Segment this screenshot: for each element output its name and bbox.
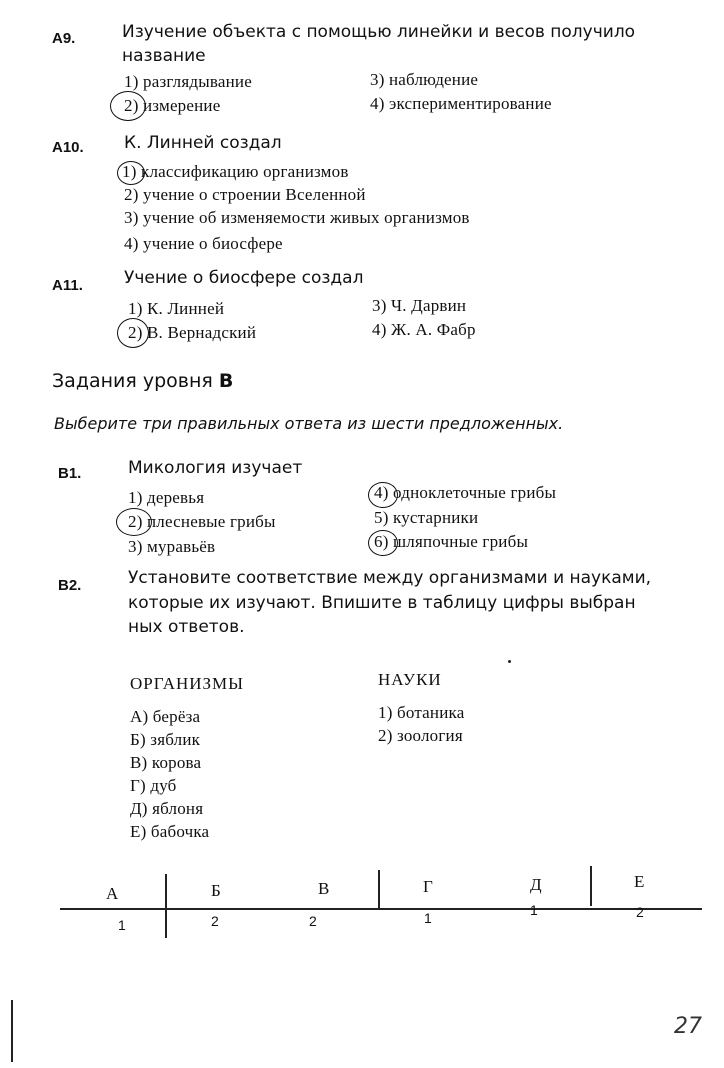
answer-mark-circle bbox=[368, 530, 398, 556]
table-column-divider bbox=[165, 874, 167, 938]
question-b1-number: В1. bbox=[58, 465, 82, 482]
a9-option-4: 4) экспериментирование bbox=[370, 94, 552, 113]
a9-option-1: 1) разглядывание bbox=[124, 72, 252, 91]
answer-mark-circle bbox=[117, 161, 145, 185]
b1-option-2: 2) плесневые грибы bbox=[128, 512, 276, 531]
table-divider-line bbox=[60, 908, 702, 910]
table-header-cell: Б bbox=[211, 881, 221, 900]
question-b2-text: Установите соответствие между организмами и науками, bbox=[128, 568, 652, 588]
organism-item: Б) зяблик bbox=[130, 730, 201, 749]
b1-option-6: 6) шляпочные грибы bbox=[374, 532, 529, 551]
table-header-cell: Е bbox=[634, 872, 645, 891]
question-b2-text-cont: которые их изучают. Впишите в таблицу цифры выбран bbox=[128, 593, 636, 613]
table-answer-cell: 1 bbox=[118, 917, 126, 933]
a11-option-2: 2) В. Вернадский bbox=[128, 323, 257, 342]
a9-option-3: 3) наблюдение bbox=[370, 70, 479, 89]
organism-item: В) корова bbox=[130, 753, 202, 772]
question-a11-number: А11. bbox=[52, 277, 83, 294]
page-number: 27 bbox=[674, 1014, 702, 1039]
question-a11-text: Учение о биосфере создал bbox=[124, 268, 364, 288]
table-answer-cell: 2 bbox=[211, 913, 219, 929]
a10-option-2: 2) учение о строении Вселенной bbox=[124, 185, 366, 204]
section-b-title bbox=[52, 370, 233, 392]
b1-option-1: 1) деревья bbox=[128, 488, 205, 507]
a11-option-1: 1) К. Линней bbox=[128, 299, 225, 318]
b1-option-5: 5) кустарники bbox=[374, 508, 479, 527]
a10-option-3: 3) учение об изменяемости живых организмов bbox=[124, 208, 470, 227]
question-b2-text-cont2: ных ответов. bbox=[128, 617, 245, 637]
science-item: 2) зоология bbox=[378, 726, 463, 745]
a10-option-4: 4) учение о биосфере bbox=[124, 234, 283, 253]
ink-dot bbox=[508, 660, 511, 663]
b1-option-4: 4) одноклеточные грибы bbox=[374, 483, 557, 502]
table-answer-cell: 2 bbox=[309, 913, 317, 929]
table-header-cell: Г bbox=[423, 877, 433, 896]
answer-mark-circle bbox=[116, 508, 152, 536]
section-b-title-text: Задания уровня bbox=[52, 370, 213, 392]
question-b2-number: В2. bbox=[58, 577, 82, 594]
table-answer-cell: 1 bbox=[530, 902, 538, 918]
table-column-divider bbox=[590, 866, 592, 906]
section-b-instruction: Выберите три правильных ответа из шести предложенных. bbox=[54, 414, 564, 433]
scan-margin-line bbox=[11, 1000, 13, 1062]
a11-option-4: 4) Ж. А. Фабр bbox=[372, 320, 476, 339]
b1-option-3: 3) муравьёв bbox=[128, 537, 216, 556]
organism-item: Д) яблоня bbox=[130, 799, 204, 818]
table-header-cell: Д bbox=[530, 875, 542, 894]
organism-item: Е) бабочка bbox=[130, 822, 210, 841]
question-a10-text: К. Линней создал bbox=[124, 133, 282, 153]
answer-mark-circle bbox=[117, 318, 149, 348]
question-a9-text: Изучение объекта с помощью линейки и весов получило bbox=[122, 22, 636, 42]
table-header-cell: А bbox=[106, 884, 119, 903]
answer-mark-circle bbox=[368, 482, 398, 508]
organisms-column-header: ОРГАНИЗМЫ bbox=[130, 674, 244, 693]
section-b-title-letter: В bbox=[218, 370, 234, 392]
a9-option-2: 2) измерение bbox=[124, 96, 221, 115]
a10-option-1: 1) классификацию организмов bbox=[122, 162, 349, 181]
sciences-column-header: НАУКИ bbox=[378, 670, 442, 689]
organism-item: Г) дуб bbox=[130, 776, 177, 795]
question-a10-number: А10. bbox=[52, 139, 84, 156]
question-a9-number: А9. bbox=[52, 30, 76, 47]
table-answer-cell: 1 bbox=[424, 910, 432, 926]
table-header-cell: В bbox=[318, 879, 330, 898]
science-item: 1) ботаника bbox=[378, 703, 465, 722]
table-answer-cell: 2 bbox=[636, 904, 644, 920]
table-column-divider bbox=[378, 870, 380, 910]
question-b1-text: Микология изучает bbox=[128, 458, 303, 478]
answer-mark-circle bbox=[110, 91, 146, 121]
question-a9-text-cont: название bbox=[122, 46, 206, 66]
organism-item: А) берёза bbox=[130, 707, 201, 726]
a11-option-3: 3) Ч. Дарвин bbox=[372, 296, 467, 315]
